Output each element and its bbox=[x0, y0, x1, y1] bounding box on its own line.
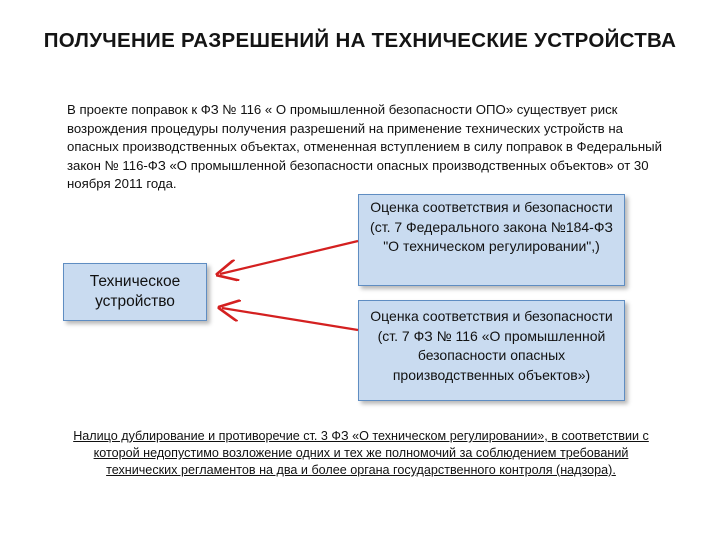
intro-paragraph: В проекте поправок к ФЗ № 116 « О промышленной безопасности ОПО» существует риск возрождения процедуры получения разрешений на применение технических устройств на опасных производственных объектах, отмененная вступлением в силу поправок в Федеральный закон № 116-ФЗ «О промышленной безопасности опасных производственных объектов» от 30 ноября 2011 года. bbox=[67, 102, 663, 191]
conformity-assessment-116fz-box: Оценка соответствия и безопасности (ст. 7 ФЗ № 116 «О промышленной безопасности опасных производственных объектов») bbox=[358, 300, 625, 401]
arrow-to-device-lower-icon bbox=[222, 308, 358, 330]
slide-title: ПОЛУЧЕНИЕ РАЗРЕШЕНИЙ НА ТЕХНИЧЕСКИЕ УСТРОЙСТВА bbox=[43, 29, 677, 52]
conclusion-text: Налицо дублирование и противоречие ст. 3 ФЗ «О техническом регулировании», в соответствии с которой недопустимо возложение одних и тех же полномочий за соблюдением требований технических регламентов на два и более органа государственного контроля (надзора). bbox=[73, 429, 649, 477]
technical-device-box: Техническое устройство bbox=[63, 263, 207, 321]
conformity-assessment-184fz-box: Оценка соответствия и безопасности (ст. 7 Федерального закона №184-ФЗ "О техническом регулировании",) bbox=[358, 194, 625, 286]
arrow-to-device-upper-icon bbox=[220, 241, 358, 274]
